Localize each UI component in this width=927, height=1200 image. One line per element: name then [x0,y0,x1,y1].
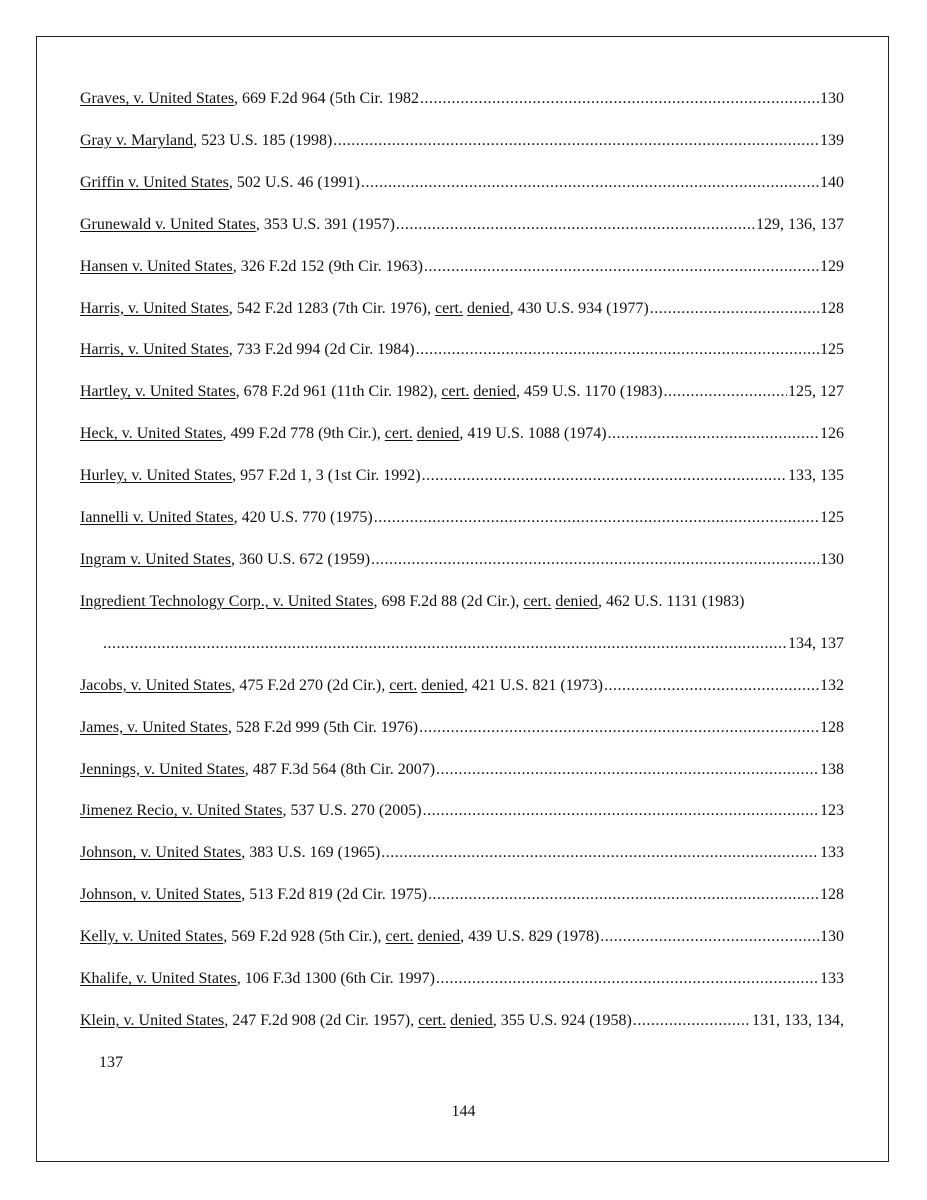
table-of-authorities [80,78,844,1084]
page-references: 123 [820,802,844,820]
case-name: Iannelli v. United States [80,509,234,527]
citation: , 733 F.2d 994 (2d Cir. 1984) [228,341,415,359]
citation: , 698 F.2d 88 (2d Cir.), [373,592,524,610]
denied-signal: denied [555,592,598,610]
authority-entry [80,916,844,958]
case-name: Hansen v. United States [80,257,233,275]
citation: , 499 F.2d 778 (9th Cir.), [222,425,385,443]
citation: , 326 F.2d 152 (9th Cir. 1963) [232,257,423,275]
citation: , 360 U.S. 672 (1959) [230,550,371,568]
authority-entry [80,162,844,204]
case-name: Ingredient Technology Corp., v. United States [80,592,374,610]
dot-leader [424,246,819,288]
authority-entry [80,707,844,749]
case-name: Graves, v. United States [80,90,235,107]
authority-entry [80,204,844,246]
cert-signal: cert. [389,676,418,694]
authority-entry [80,958,844,1000]
page-references: 139 [820,131,844,149]
dot-leader [428,874,819,916]
page-references: 130 [820,550,844,568]
page-references: 138 [820,760,844,778]
page-references: 133 [820,970,844,988]
page-references: 125, 127 [788,383,844,401]
page-references: 131, 133, 134, [752,1011,844,1029]
citation-tail: , 439 U.S. 829 (1978) [460,928,600,946]
citation: , 569 F.2d 928 (5th Cir.), [223,928,386,946]
citation: , 383 U.S. 169 (1965) [241,844,381,862]
citation-tail: , 419 U.S. 1088 (1974) [459,425,607,443]
dot-leader [608,413,819,455]
case-name: Hartley, v. United States [80,383,236,401]
page-references: 128 [820,718,844,736]
case-name: Harris, v. United States [80,341,229,359]
case-name: Johnson, v. United States [80,886,242,904]
cert-signal: cert. [385,928,414,946]
case-name: Gray v. Maryland [80,131,194,149]
denied-signal: denied [421,676,464,694]
page-references: 134, 137 [788,634,844,652]
citation: , 502 U.S. 46 (1991) [228,173,360,191]
citation: , 523 U.S. 185 (1998) [193,131,333,149]
page-references: 129, 136, 137 [756,215,844,233]
dot-leader [664,371,787,413]
case-name: Heck, v. United States [80,425,223,443]
citation-tail: , 462 U.S. 1131 (1983) [597,592,745,610]
page-references: 133, 135 [788,467,844,485]
citation: , 353 U.S. 391 (1957) [255,215,395,233]
cert-signal: cert. [384,425,413,443]
case-name: Hurley, v. United States [80,467,233,485]
case-name: Jacobs, v. United States [80,676,232,694]
page-references: 130 [820,928,844,946]
dot-leader [419,707,819,749]
cert-signal: cert. [441,383,470,401]
citation: , 475 F.2d 270 (2d Cir.), [231,676,390,694]
case-name: James, v. United States [80,718,228,736]
page-references: 125 [820,509,844,527]
cert-signal: cert. [418,1011,447,1029]
case-name: Khalife, v. United States [80,970,237,988]
authority-entry [80,288,844,330]
denied-signal: denied [417,928,461,946]
page-number: 144 [451,1103,476,1120]
dot-leader [423,790,819,832]
page-references: 140 [820,173,844,191]
page-references: 133 [820,844,844,862]
dot-leader [633,1000,751,1042]
page-references: 128 [820,886,844,904]
citation-tail: , 459 U.S. 1170 (1983) [516,383,663,401]
case-name: Grunewald v. United States [80,215,256,233]
citation-tail: , 430 U.S. 934 (1977) [509,299,649,317]
citation: , 537 U.S. 270 (2005) [282,802,422,820]
case-name: Griffin v. United States [80,173,229,191]
dot-leader [600,916,819,958]
dot-leader [371,539,819,581]
denied-signal: denied [473,383,516,401]
authority-entry [80,371,844,413]
authority-entry [80,1000,844,1084]
authority-entry [80,413,844,455]
authority-entry [80,497,844,539]
dot-leader [361,162,819,204]
page-references: 129 [820,257,844,275]
page-references: 126 [820,425,844,443]
dot-leader [436,749,819,791]
cert-signal: cert. [523,592,552,610]
authority-entry [80,665,844,707]
dot-leader [416,329,819,371]
authority-entry [80,790,844,832]
citation: , 106 F.3d 1300 (6th Cir. 1997) [236,970,435,988]
dot-leader [420,78,819,120]
authority-entry [80,78,844,120]
dot-leader [436,958,819,1000]
dot-leader [604,665,819,707]
authority-entry [80,832,844,874]
citation: , 669 F.2d 964 (5th Cir. 1982 [234,90,419,107]
authority-entry [80,246,844,288]
citation: , 247 F.2d 908 (2d Cir. 1957), [224,1011,419,1029]
citation: , 513 F.2d 819 (2d Cir. 1975) [241,886,428,904]
page-references: 128 [820,299,844,317]
citation: , 542 F.2d 1283 (7th Cir. 1976), [228,299,435,317]
case-name: Klein, v. United States [80,1011,225,1029]
citation-tail: , 355 U.S. 924 (1958) [492,1011,632,1029]
denied-signal: denied [450,1011,493,1029]
dot-leader [374,497,819,539]
denied-signal: denied [466,299,510,317]
case-name: Kelly, v. United States [80,928,224,946]
dot-leader [333,120,819,162]
page-references: 132 [820,676,844,694]
dot-leader [381,832,819,874]
dot-leader [422,455,787,497]
page-references: 130 [820,90,844,107]
case-name: Johnson, v. United States [80,844,242,862]
page-references-continued: 137 [99,1053,123,1071]
citation-tail: , 421 U.S. 821 (1973) [463,676,603,694]
authority-entry [80,539,844,581]
citation: , 678 F.2d 961 (11th Cir. 1982), [235,383,442,401]
authority-entry [80,329,844,371]
authority-entry [80,749,844,791]
case-name: Ingram v. United States [80,550,231,568]
authority-entry [80,581,844,665]
citation: , 420 U.S. 770 (1975) [233,509,373,527]
dot-leader [103,623,787,665]
dot-leader [396,204,755,246]
authority-entry [80,874,844,916]
case-name: Jennings, v. United States [80,760,245,778]
case-name: Harris, v. United States [80,299,229,317]
page-references: 125 [820,341,844,359]
denied-signal: denied [416,425,460,443]
case-name: Jimenez Recio, v. United States [80,802,283,820]
citation: , 487 F.3d 564 (8th Cir. 2007) [244,760,436,778]
cert-signal: cert. [435,299,463,317]
dot-leader [650,288,819,330]
citation: , 528 F.2d 999 (5th Cir. 1976) [227,718,419,736]
authority-entry [80,120,844,162]
authority-entry [80,455,844,497]
citation: , 957 F.2d 1, 3 (1st Cir. 1992) [232,467,421,485]
